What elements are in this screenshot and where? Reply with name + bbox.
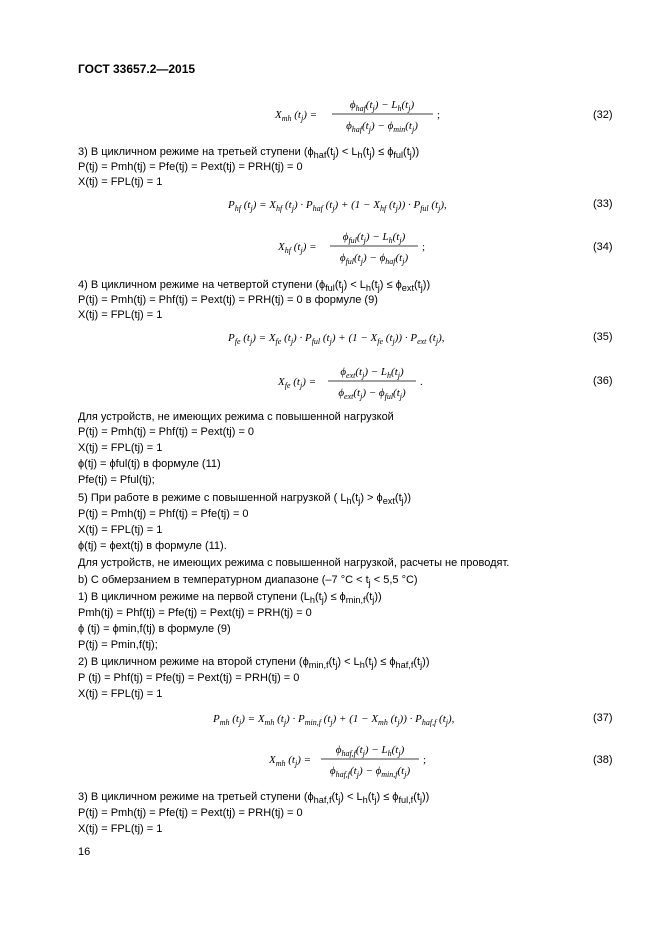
text-line: ϕ (tj) = ϕmin,f(tj) в формуле (9)	[78, 623, 231, 635]
svg-text:Xhf (tj) =: $X_{hf}$ $(t_j)$ =	[278, 241, 317, 255]
equation-number: (37)	[593, 712, 613, 724]
text-line: X(tj) = FPL(tj) = 1	[78, 524, 163, 536]
formula-36	[278, 362, 438, 407]
equation-number: (38)	[593, 754, 613, 766]
text-line: P(tj) = Pmh(tj) = Pfe(tj) = Pext(tj) = PRH(tj) = 0	[78, 161, 303, 173]
text-line: X(tj) = FPL(tj) = 1	[78, 823, 163, 835]
svg-text:ϕful(tj) − ϕhaf(tj): $\phi_{ful}(t_j) - \phi_{haf}(t_j)$	[339, 252, 409, 266]
text-line: X(tj) = FPL(tj) = 1	[78, 442, 163, 454]
svg-text:ϕext(tj) − ϕful(tj): $\phi_{ext}(t_j) - \phi_{ful}(t_j)$	[338, 387, 406, 401]
text-line: P (tj) = Phf(tj) = Pfe(tj) = Pext(tj) = PRH(tj) = 0	[78, 672, 300, 684]
text-line: 3) В цикличном режиме на третьей ступени	[78, 146, 301, 158]
text-line: 1) В цикличном режиме на первой ступени $(L_h(t_j) \le \phi_{min,f}(t_j))$	[78, 591, 382, 606]
text-line: P(tj) = Pmin,f(tj);	[78, 639, 158, 651]
text-line: 2) В цикличном режиме на второй ступени $(\phi_{min,f}(t_j) < L_h(t_j) \le \phi_{haf,f}(t_j))$	[78, 656, 430, 671]
svg-text:Xmh (tj) =: $X_{mh}$ $(t_j)$ =	[269, 754, 312, 768]
text-line: 5) При работе в режиме с повышенной нагрузкой ( $L_h(t_j) > \phi_{ext}(t_j)$)	[78, 492, 412, 507]
text-line: Для устройств, не имеющих режима с повышенной нагрузкой, расчеты не проводят.	[78, 557, 510, 569]
text-line: 2) В цикличном режиме на второй ступени	[78, 656, 296, 668]
svg-text:;: ;	[437, 109, 441, 121]
text-line: b) С обмерзанием в температурном диапазоне	[78, 574, 319, 586]
text-line: P(tj) = Pmh(tj) = Phf(tj) = Pext(tj) = PRH(tj) = 0 в формуле (9)	[78, 294, 378, 306]
svg-text:ϕhaf,f(tj) − ϕmin,f(tj): $\phi_{haf,f}(t_j) - \phi_{min,f}(t_j)$	[329, 765, 411, 779]
formula-37	[213, 708, 493, 731]
text-line: X(tj) = FPL(tj) = 1	[78, 309, 163, 321]
text-line: P(tj) = Pmh(tj) = Pfe(tj) = Pext(tj) = PRH(tj) = 0	[78, 807, 303, 819]
formula-33	[228, 194, 478, 217]
formula-34	[278, 227, 438, 272]
formula-32	[275, 95, 455, 140]
svg-text:ϕful(tj) − Lh(tj): $\phi_{ful}(t_j) - L_h(t_j)$	[342, 231, 406, 245]
text-line: Pmh(tj) = Phf(tj) = Pfe(tj) = Pext(tj) = PRH(tj) = 0	[78, 607, 312, 619]
equation-number: (32)	[593, 109, 613, 121]
text-line: 1) В цикличном режиме на первой ступени	[78, 591, 298, 603]
svg-text:Xmh (tj) =: $X_{mh}$ $(t_j)$ =	[275, 109, 318, 123]
svg-text:Phf (tj) = Xhf (tj) · Phaf (tj: $P_{hf}$ $(t_j) = X_{hf}$ $(t_j) \cdot P_{haf}$ $(t_j) + (1 - X_{hf}$ $(t_j)) \cdot P_{ful}$ $(t_j)$,	[228, 199, 447, 213]
text-line: Pfe(tj) = Pful(tj);	[78, 474, 155, 486]
svg-text:;: ;	[422, 241, 426, 253]
svg-text:.: .	[420, 376, 423, 388]
equation-number: (35)	[593, 331, 613, 343]
text-line: P(tj) = Pmh(tj) = Phf(tj) = Pext(tj) = 0	[78, 426, 255, 438]
text-line: 5) При работе в режиме с повышенной нагрузкой	[78, 492, 331, 504]
text-line: P(tj) = Pmh(tj) = Phf(tj) = Pfe(tj) = 0	[78, 508, 249, 520]
text-line: X(tj) = FPL(tj) = 1	[78, 688, 163, 700]
text-line: X(tj) = FPL(tj) = 1	[78, 176, 163, 188]
svg-text:ϕhaf(tj) − Lh(tj): $\phi_{haf}(t_j) - L_h(t_j)$	[349, 99, 415, 113]
equation-number: (33)	[593, 198, 613, 210]
svg-text:Pfe (tj) = Xfe (tj) · Pful (tj: $P_{fe}$ $(t_j) = X_{fe}$ $(t_j) \cdot P_{ful}$ $(t_j) + (1 - X_{fe}$ $(t_j)) \cdot P_{ext}$ $(t_j)$,	[228, 332, 445, 346]
formula-35	[228, 327, 488, 350]
text-line: ϕ(tj) = ϕful(tj) в формуле (11)	[78, 458, 221, 470]
page-number: 16	[78, 846, 91, 858]
text-line: 3) В цикличном режиме на третьей ступени $(\phi_{haf,f}(t_j) < L_h(t_j) \le \phi_{ful,f}(t_j))$	[78, 791, 430, 806]
svg-text:ϕhaf(tj) − ϕmin(tj): $\phi_{haf}(t_j) - \phi_{min}(t_j)$	[346, 120, 418, 134]
text-line: 4) В цикличном режиме на четвертой ступени $(\phi_{ful}(t_j) < L_h(t_j) \le \phi_{ext}(t_j))$	[78, 279, 431, 294]
equation-number: (34)	[593, 241, 613, 253]
svg-text:Pmh (tj) = Xmh (tj) · Pmin,f (: $P_{mh}$ $(t_j) = X_{mh}$ $(t_j) \cdot P_{min,f}$ $(t_j) + (1 - X_{mh}$ $(t_j)) \cdot P_{haf,f}$ $(t_j)$,	[213, 713, 455, 727]
text-line: ϕ(tj) = ϕext(tj) в формуле (11).	[78, 540, 227, 552]
text-line: 3) В цикличном режиме на третьей ступени	[78, 791, 301, 803]
svg-text:;: ;	[423, 754, 427, 766]
svg-text:Xfe (tj) =: $X_{fe}$ $(t_j)$ =	[278, 376, 317, 390]
equation-number: (36)	[593, 375, 613, 387]
svg-text:ϕhaf,f(tj) − Lh(tj): $\phi_{haf,f}(t_j) - L_h(t_j)$	[335, 744, 405, 758]
text-line: 4) В цикличном режиме на четвертой ступени	[78, 279, 313, 291]
text-line: 3) В цикличном режиме на третьей ступени $(\phi_{haf}(t_j) < L_h(t_j) \le \phi_{ful}(t_j))$	[78, 146, 420, 161]
text-line: b) С обмерзанием в температурном диапазоне (–7 $^\circ C < t_j < 5,5$ °C)	[78, 574, 418, 589]
formula-38	[269, 740, 439, 785]
text-line: Для устройств, не имеющих режима с повышенной нагрузкой	[78, 411, 394, 423]
svg-text:ϕext(tj) − Lh(tj): $\phi_{ext}(t_j) - L_h(t_j)$	[340, 366, 404, 380]
document-header: ГОСТ 33657.2—2015	[78, 62, 196, 76]
